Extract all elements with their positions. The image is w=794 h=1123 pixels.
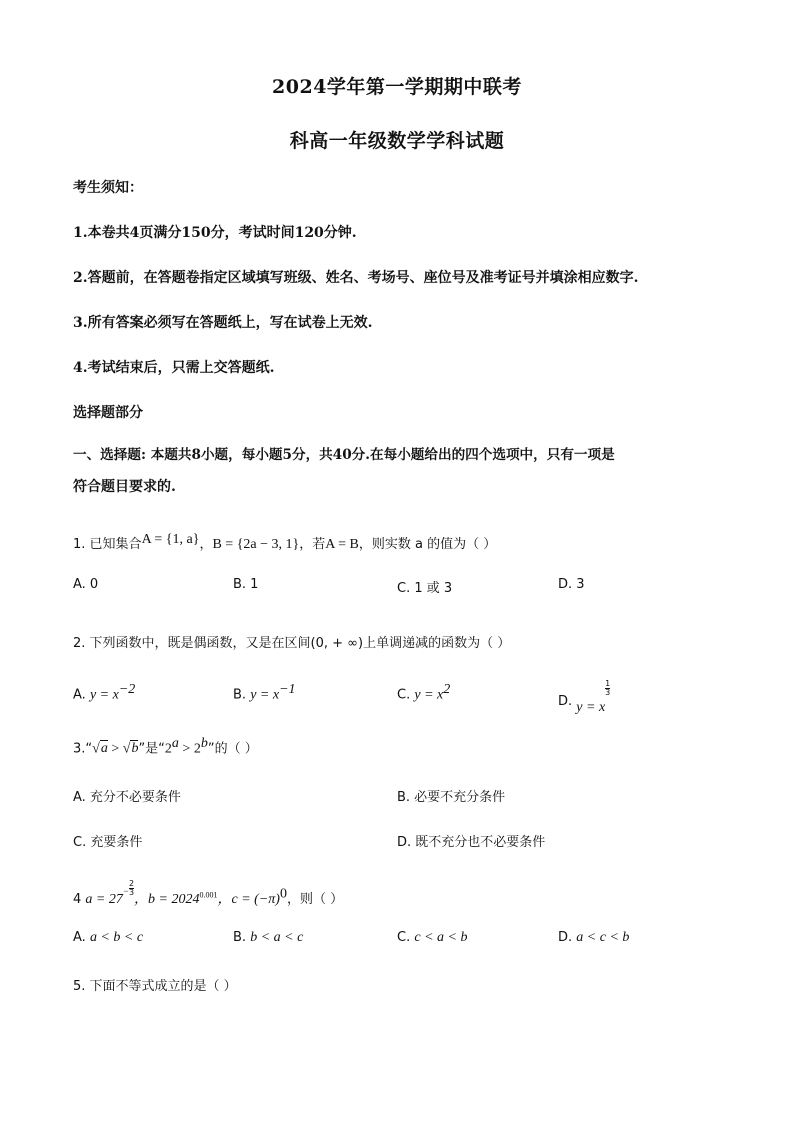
question-text: 已知集合 <box>89 537 142 552</box>
option-math: y = x <box>576 700 606 715</box>
fraction-numerator: 2 <box>128 879 135 888</box>
fraction-numerator: 1 <box>605 679 611 688</box>
option-label: D. <box>558 694 573 709</box>
question-text: ，则实数 a 的值为（ ） <box>358 537 497 552</box>
exponent: 0.001 <box>199 890 218 900</box>
option-c <box>397 682 450 703</box>
question-3-stem <box>73 736 258 757</box>
option-a: A. 0 <box>73 577 99 592</box>
section-instruction-line2: 符合题目要求的. <box>73 479 176 495</box>
exam-title: 2024学年第一学期期中联考 <box>272 76 522 98</box>
question-5-stem <box>73 975 237 994</box>
quote: “ <box>85 741 93 757</box>
notice-item-3: 3.所有答案必须写在答题纸上，写在试卷上无效. <box>73 315 373 331</box>
exam-subtitle: 科高一年级数学学科试题 <box>289 130 505 152</box>
notice-item-2: 2.答题前，在答题卷指定区域填写班级、姓名、考场号、座位号及准考证号并填涂相应数字. <box>73 270 639 286</box>
question-text: ，则（ ） <box>286 892 344 907</box>
option-label: B. <box>233 687 247 703</box>
fraction-exponent <box>605 680 610 697</box>
question-number: 4 <box>73 892 82 907</box>
question-number: 2. <box>73 636 86 651</box>
option-math: c < a < b <box>414 930 468 945</box>
exponent: −2 <box>118 682 136 697</box>
sqrt-radicand: b <box>131 741 139 757</box>
notice-heading: 考生须知： <box>73 180 143 196</box>
exponent: −1 <box>279 682 296 697</box>
option-b: B. 必要不充分条件 <box>397 790 506 805</box>
set-b-expression: B = {2a − 3, 1} <box>212 537 300 552</box>
option-a <box>73 682 135 703</box>
power-base: 2 <box>164 741 172 757</box>
exponent: a <box>171 736 179 751</box>
section-label: 选择题部分 <box>73 405 143 421</box>
exponent: 2 <box>443 682 451 697</box>
option-d: D. 既不充分也不必要条件 <box>397 835 546 850</box>
condition-expression: A = B <box>325 537 359 552</box>
option-b <box>233 930 303 946</box>
set-a-expression: A = {1, a} <box>141 532 200 547</box>
option-c: C. 充要条件 <box>73 835 143 850</box>
option-label: A. <box>73 687 86 703</box>
notice-item-1: 1.本卷共4页满分150分，考试时间120分钟. <box>73 225 357 241</box>
option-d <box>558 679 611 715</box>
option-label: D. <box>558 930 573 945</box>
option-label: C. <box>397 687 411 703</box>
sqrt-sign: √ <box>122 741 131 757</box>
option-math: y = x <box>414 687 444 703</box>
option-a: A. 充分不必要条件 <box>73 790 181 805</box>
option-label: A. <box>73 930 86 945</box>
question-text: ”的（ ） <box>207 741 258 757</box>
power-base: > 2 <box>178 741 201 757</box>
option-math: y = x <box>250 687 280 703</box>
c-definition: ，c = (−π) <box>217 892 280 907</box>
exponent: b <box>200 736 208 751</box>
question-text: 下面不等式成立的是（ ） <box>89 979 237 994</box>
fraction-denominator: 3 <box>128 888 135 897</box>
option-math: a < b < c <box>89 930 144 945</box>
option-math: a < c < b <box>576 930 630 945</box>
sqrt-sign: √ <box>92 741 100 757</box>
option-c <box>397 930 467 946</box>
question-text: 下列函数中，既是偶函数，又是在区间(0, + ∞)上单调递减的函数为（ ） <box>89 636 511 651</box>
notice-item-4: 4.考试结束后，只需上交答题纸. <box>73 360 275 376</box>
option-d <box>558 930 629 946</box>
section-instruction-line1: 一、选择题: 本题共8小题，每小题5分，共40分.在每小题给出的四个选项中，只有一项是 <box>73 447 615 463</box>
option-c: C. 1 或 3 <box>397 581 453 596</box>
question-1-stem <box>73 532 496 553</box>
question-text: ”是“ <box>138 741 165 757</box>
question-number: 3. <box>73 741 86 757</box>
question-number: 5. <box>73 979 86 994</box>
option-a <box>73 930 143 946</box>
b-definition: ，b = 2024 <box>134 892 200 907</box>
question-4-stem <box>73 880 343 908</box>
option-d: D. 3 <box>558 577 585 592</box>
operator: > <box>107 741 123 757</box>
option-b <box>233 682 296 703</box>
question-2-stem <box>73 632 510 651</box>
option-math: b < a < c <box>250 930 304 945</box>
option-math: y = x <box>89 687 119 703</box>
exponent-sign: − <box>122 886 129 896</box>
a-definition: a = 27 <box>85 892 123 907</box>
separator: ， <box>199 537 213 552</box>
question-number: 1. <box>73 537 86 552</box>
exponent: 0 <box>279 886 287 902</box>
fraction-denominator: 3 <box>605 688 611 697</box>
option-label: B. <box>233 930 247 945</box>
option-label: C. <box>397 930 411 945</box>
option-b: B. 1 <box>233 577 259 592</box>
sqrt-radicand: a <box>100 741 108 757</box>
separator: ，若 <box>299 537 326 552</box>
